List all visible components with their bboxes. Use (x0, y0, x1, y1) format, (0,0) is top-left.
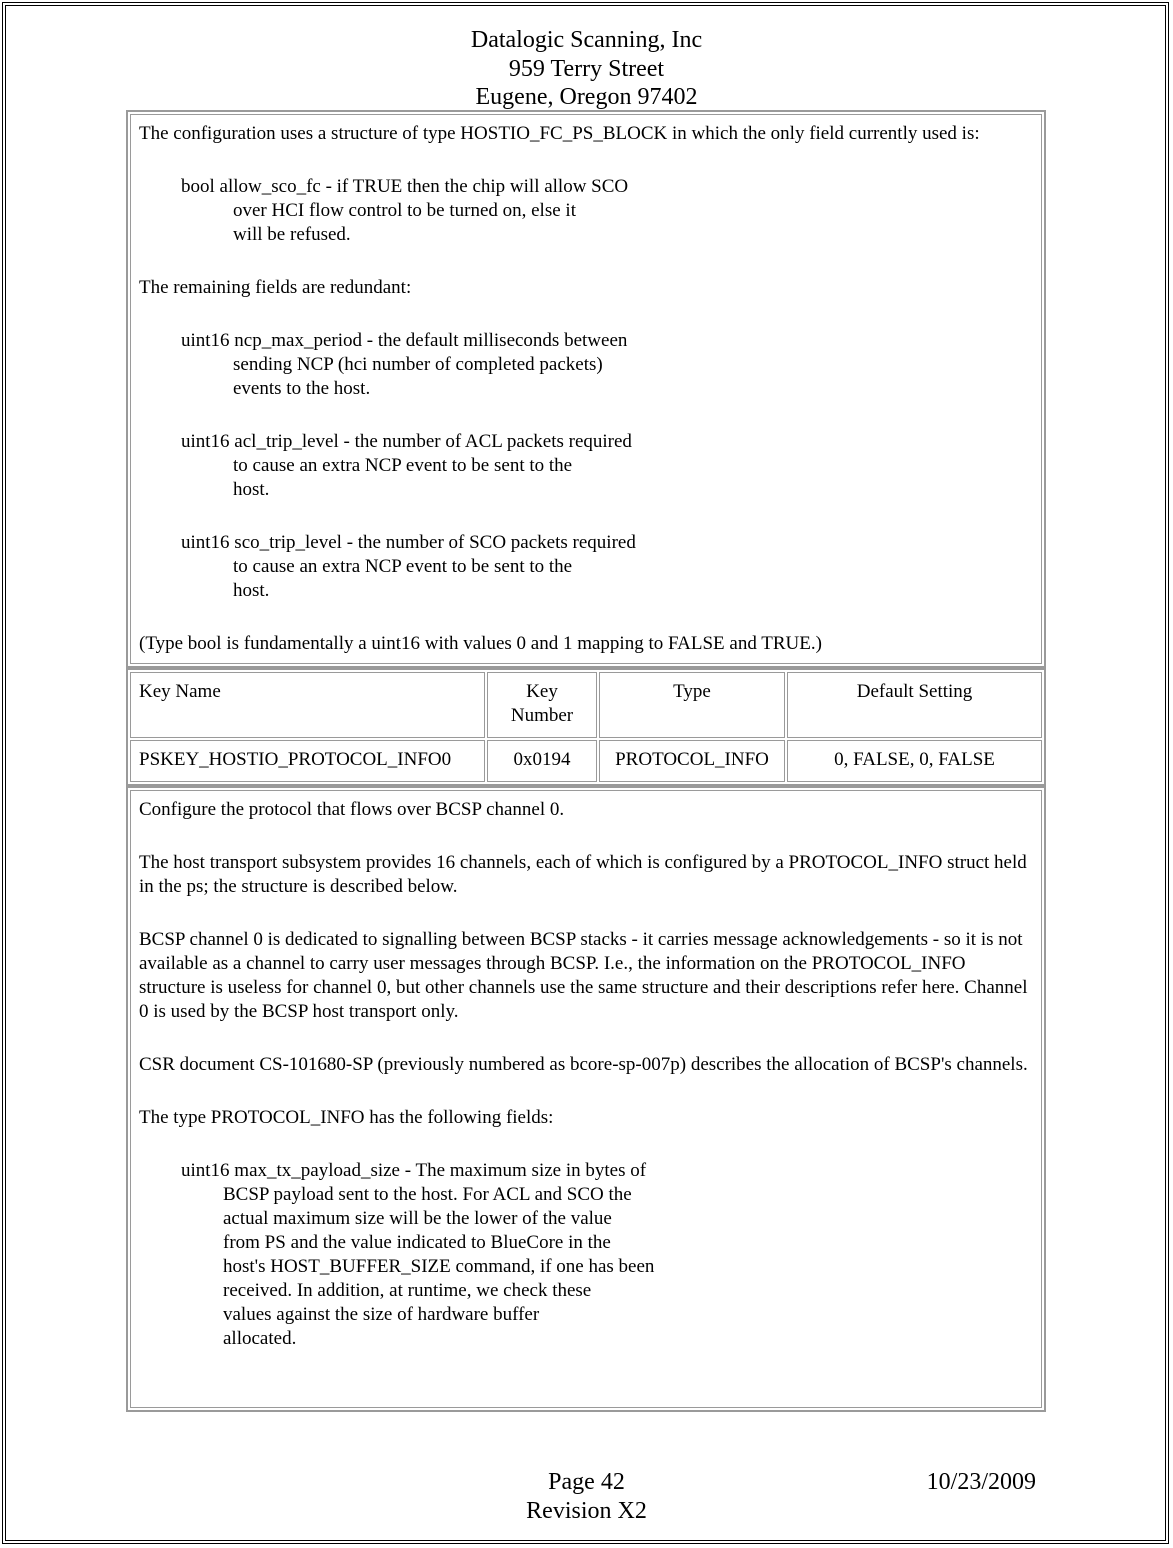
protocol-p5: The type PROTOCOL_INFO has the following fields: (139, 1107, 554, 1128)
protocol-info-description-box (126, 786, 1046, 1412)
field-sco-trip-level: uint16 sco_trip_level - the number of SCO packets required to cause an extra NCP event to be sent to the host. (181, 532, 636, 601)
bool-type-note: (Type bool is fundamentally a uint16 with values 0 and 1 mapping to FALSE and TRUE.) (139, 633, 822, 654)
key-type-cell: PROTOCOL_INFO (599, 740, 785, 782)
header-default-setting: Default Setting (787, 672, 1042, 738)
field-acl-trip-level: uint16 acl_trip_level - the number of ACL packets required to cause an extra NCP event to be sent to the host. (181, 431, 632, 500)
key-default-cell: 0, FALSE, 0, FALSE (787, 740, 1042, 782)
key-number-cell: 0x0194 (487, 740, 597, 782)
flow-control-description-box (126, 110, 1046, 668)
field-ncp-max-period: uint16 ncp_max_period - the default milliseconds between sending NCP (hci number of completed packets) events to the host. (181, 330, 628, 399)
protocol-p1: Configure the protocol that flows over BCSP channel 0. (139, 799, 565, 820)
header-key-name: Key Name (130, 672, 485, 738)
pskey-table-row (130, 740, 1042, 782)
footer-date: 10/23/2009 (926, 1469, 1036, 1495)
page-number: Page 42 (548, 1469, 625, 1495)
fc-intro: The configuration uses a structure of type HOSTIO_FC_PS_BLOCK in which the only field currently used is: (139, 123, 980, 144)
field-max-tx-payload-size: uint16 max_tx_payload_size - The maximum size in bytes of BCSP payload sent to the host. For ACL and SCO the actual maximum size will be the lower of the value from PS and the value indicated to BlueCore in the host's HOST_BUFFER_SIZE command, if one has been received. In addition, at runtime, we check these values against the size of hardware buffer allocated. (181, 1160, 655, 1349)
key-name-cell: PSKEY_HOSTIO_PROTOCOL_INFO0 (130, 740, 485, 782)
page-header (0, 26, 1173, 112)
protocol-p3: BCSP channel 0 is dedicated to signalling between BCSP stacks - it carries message acknowledgements - so it is not available as a channel to carry user messages through BCSP. I.e., the information on the PROTOCOL_INFO structure is useless for channel 0, but other channels use the same structure and their descriptions refer here. Channel 0 is used by the BCSP host transport only. (139, 929, 1028, 1022)
field-allow-sco-fc: bool allow_sco_fc - if TRUE then the chip will allow SCO over HCI flow control to be turned on, else it will be refused. (181, 176, 629, 245)
header-type: Type (599, 672, 785, 738)
revision: Revision X2 (526, 1497, 647, 1524)
document-content (126, 110, 1046, 1412)
remaining-fields-heading: The remaining fields are redundant: (139, 277, 412, 298)
pskey-table-header-row (130, 672, 1042, 738)
pskey-table (126, 668, 1046, 786)
company-city: Eugene, Oregon 97402 (475, 84, 698, 110)
protocol-p2: The host transport subsystem provides 16 channels, each of which is configured by a PROTOCOL_INFO struct held in the ps; the structure is described below. (139, 852, 1027, 897)
protocol-p4: CSR document CS-101680-SP (previously numbered as bcore-sp-007p) describes the allocation of BCSP's channels. (139, 1054, 1028, 1075)
header-key-number: Key Number (487, 672, 597, 738)
company-street: 959 Terry Street (508, 55, 665, 82)
company-name: Datalogic Scanning, Inc (470, 27, 703, 53)
